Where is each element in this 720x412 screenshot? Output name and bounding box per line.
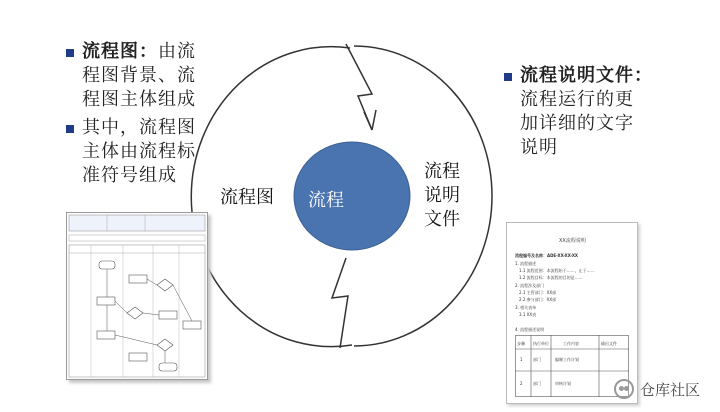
doc-table-header: 工作内容 — [563, 341, 579, 346]
top-zigzag-arrow — [346, 44, 372, 130]
doc-title: XX流程说明 — [559, 238, 586, 244]
bullet-text: 由流 — [158, 41, 196, 62]
ring-left-label: 流程图 — [220, 187, 274, 208]
doc-table-cell: 2 — [520, 381, 523, 386]
bullet-text: 程图主体组成 — [82, 89, 196, 110]
bullet-heading: 流程说明文件： — [520, 65, 653, 86]
doc-line: 流程编号及名称：ADE-XX-XX-XX — [515, 253, 579, 258]
doc-line: 3.1 XX表 — [519, 312, 537, 317]
doc-line: 1.2 流程目标：本流程的目的是…… — [519, 275, 583, 280]
bullet-text: 流程运行的更 — [520, 89, 634, 110]
doc-table-header: 输出文件 — [601, 341, 617, 346]
ring-right-label: 流程 说明 文件 — [424, 161, 460, 230]
bullet-text: 说明 — [520, 137, 558, 158]
doc-table-cell: 审核计划 — [555, 381, 571, 386]
watermark — [614, 377, 700, 401]
bullet-text: 程图背景、流 — [82, 65, 196, 86]
doc-line: 1.1 流程范围：本流程始于……，止于…… — [519, 268, 595, 273]
doc-table-cell: 部门 — [533, 357, 541, 362]
doc-table-cell: 1 — [520, 357, 523, 362]
bullet-text: 其中，流程图 — [82, 117, 196, 138]
doc-line: 2. 流程涉及部门 — [515, 283, 545, 288]
bottom-zigzag-arrow — [332, 258, 348, 348]
doc-line: 4. 流程描述说明 — [515, 327, 545, 332]
doc-line: 2.2 参与部门：XX部 — [519, 297, 557, 302]
bullet-text: 加详细的文字 — [520, 113, 634, 134]
flowchart-thumbnail-image — [67, 213, 207, 379]
bullet-heading: 流程图： — [82, 41, 158, 62]
doc-table-cell: 编制工作计划 — [555, 357, 579, 362]
doc-table-header: 步骤 — [517, 341, 525, 346]
doc-line: 1. 流程描述 — [515, 261, 537, 266]
bullet-text: 主体由流程标 — [82, 141, 196, 162]
doc-table-cell: 部门 — [533, 381, 541, 386]
doc-line: 2.1 主管部门：XX部 — [519, 290, 557, 295]
doc-table-header: 执行单位 — [533, 341, 549, 346]
flowchart-thumbnail — [66, 212, 208, 380]
watermark-text: 仓库社区 — [640, 380, 701, 399]
center-label: 流程 — [308, 190, 344, 211]
doc-line: 3. 相关表单 — [515, 305, 537, 310]
bullet-text: 准符号组成 — [82, 165, 177, 186]
wechat-icon — [614, 379, 634, 399]
